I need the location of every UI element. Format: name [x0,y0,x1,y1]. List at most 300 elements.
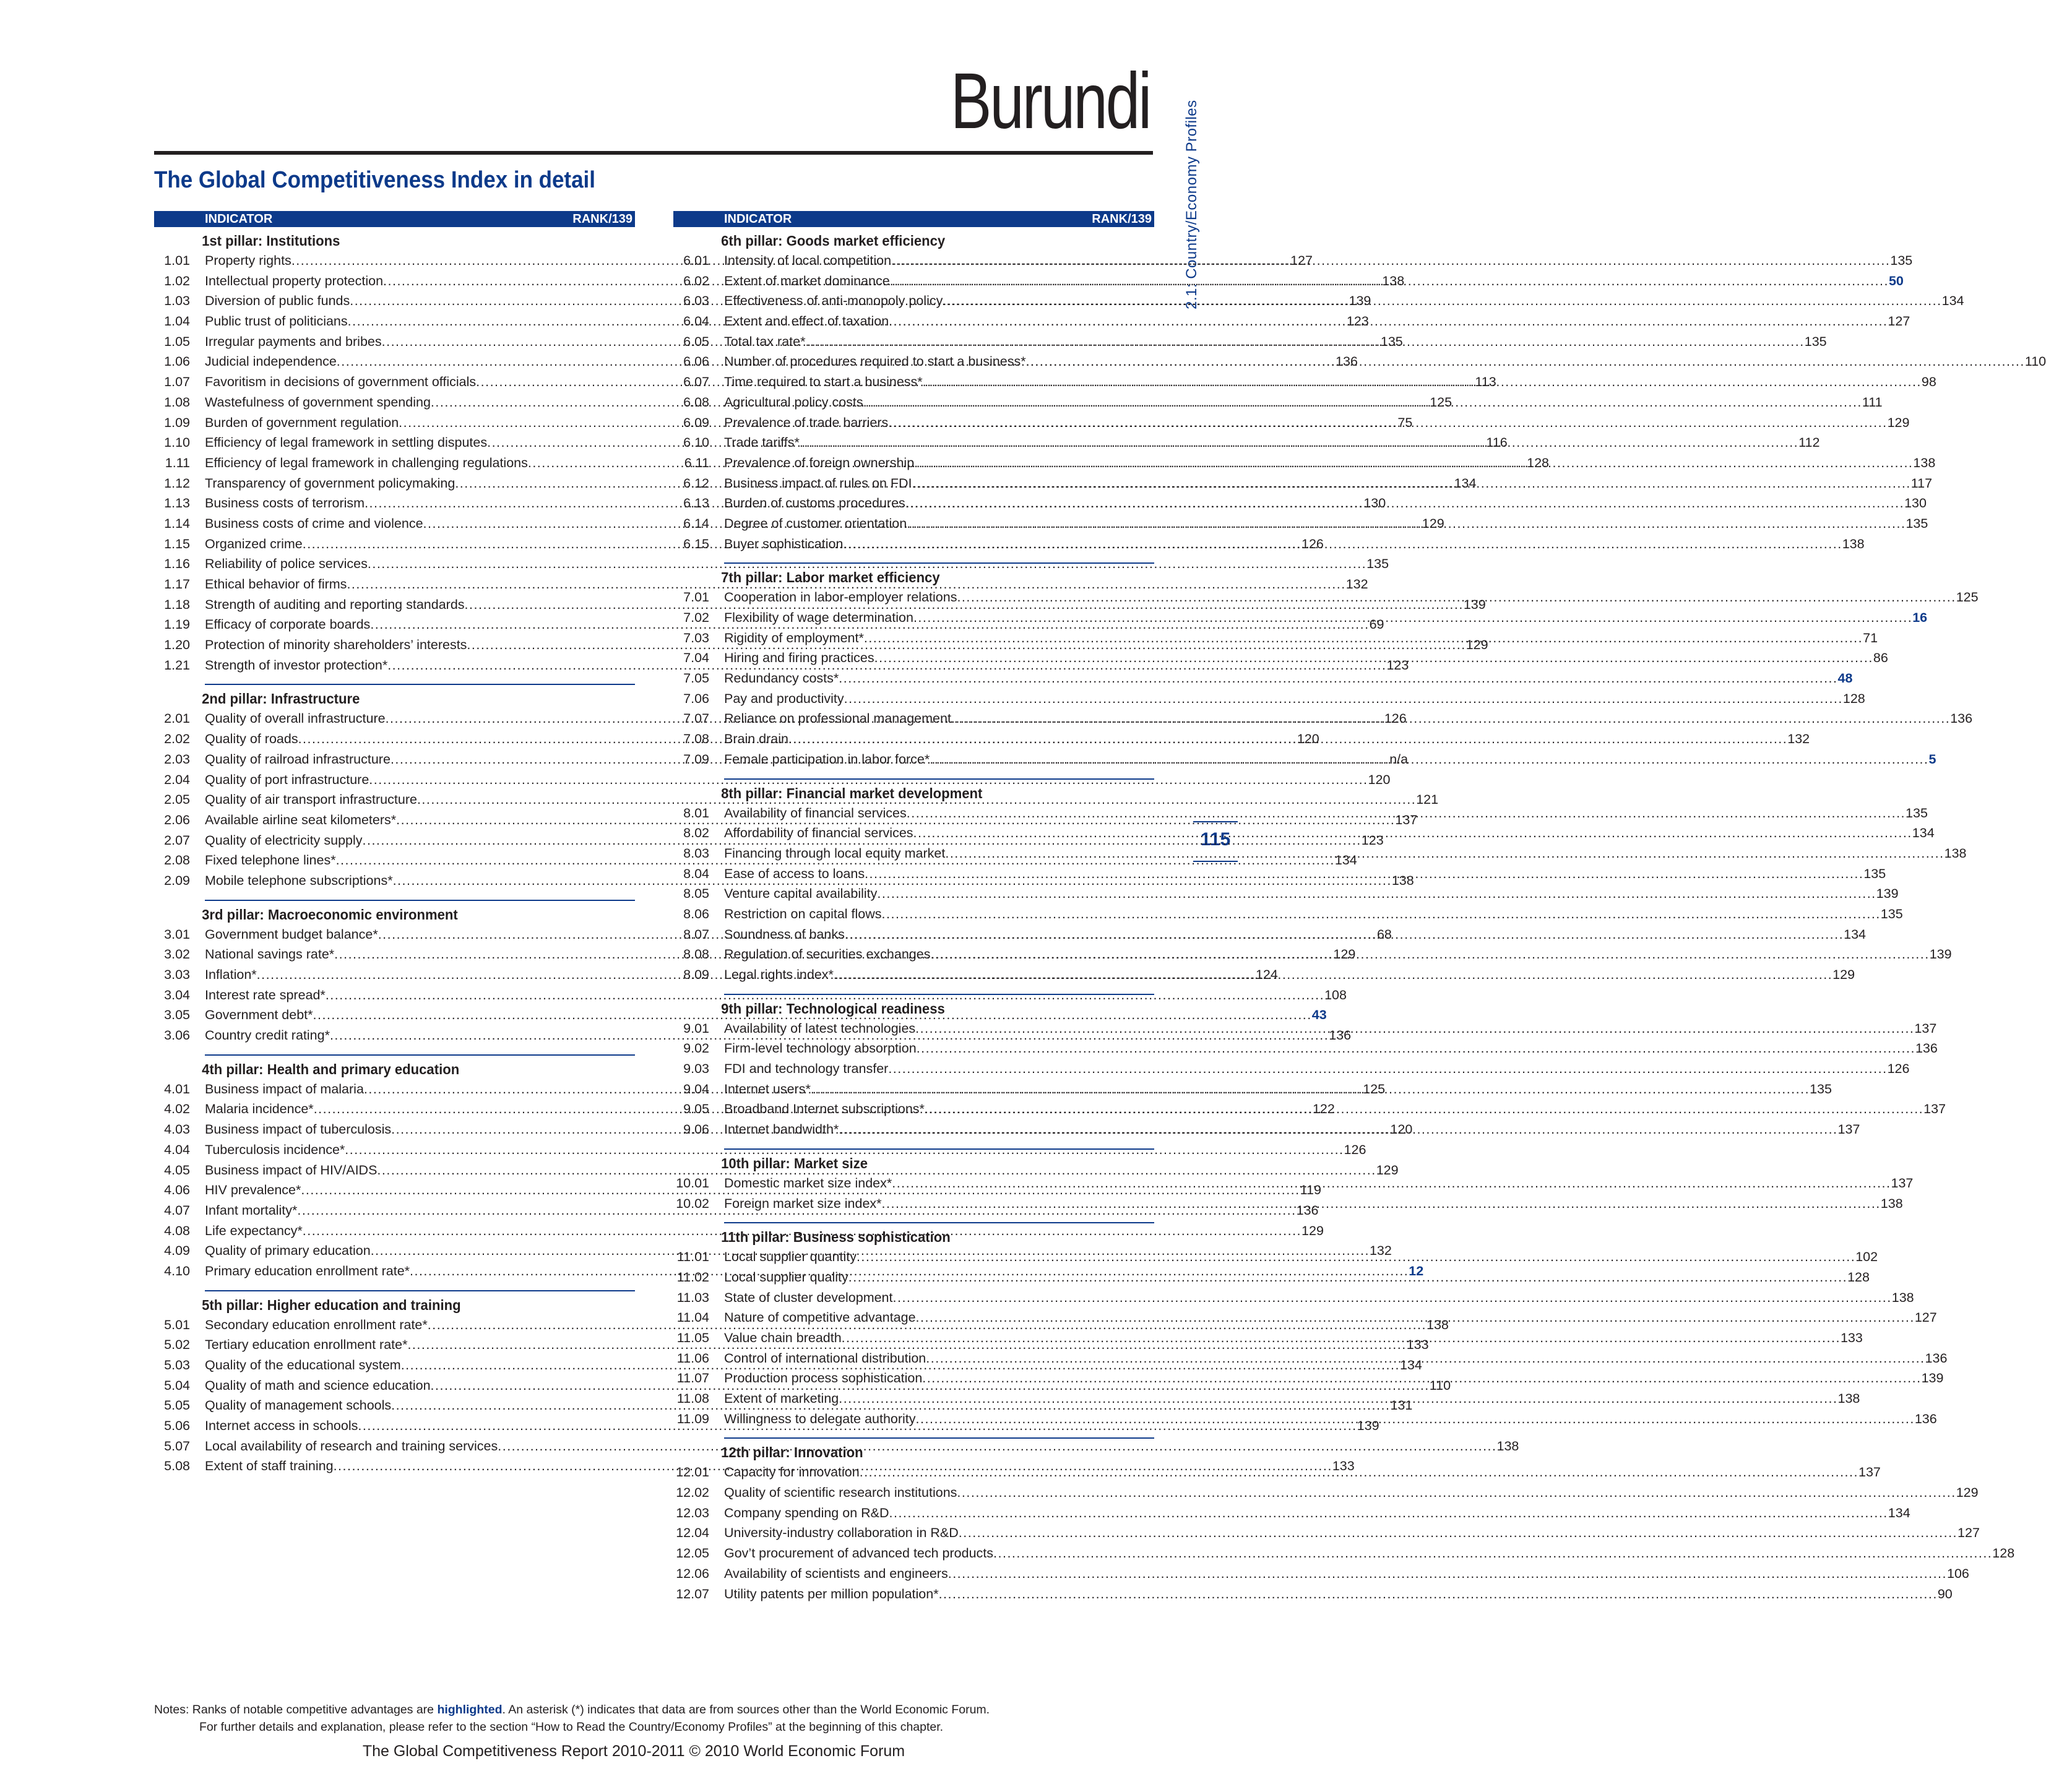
indicator-number: 6.01 [683,253,709,268]
pillar-divider [205,684,635,685]
indicator-rank: 135 [1890,253,1913,268]
indicator-name: Brain drain [724,731,788,747]
indicator-number: 8.03 [683,845,709,861]
indicator-number: 6.06 [683,354,709,369]
indicator-rank: 128 [1992,1546,2015,1561]
indicator-rank: 136 [1950,711,1973,726]
indicator-rank: 125 [1430,394,1452,410]
indicator-number: 3.05 [164,1007,190,1023]
indicator-name: Reliance on professional management [724,711,951,726]
indicator-name: Internet bandwidth* [724,1122,839,1137]
indicator-rank: 131 [1390,1398,1413,1413]
highlighted-rank: 5 [1928,751,1936,767]
indicator-number: 4.07 [164,1202,190,1218]
highlighted-rank: 48 [1837,671,1853,686]
indicator-name: Ethical behavior of firms [205,577,347,592]
indicator-name: Strength of auditing and reporting standards [205,597,465,612]
indicator-name: Utility patents per million population* [724,1586,939,1601]
indicator-name: Mobile telephone subscriptions* [205,872,393,888]
indicator-name: Cooperation in labor-employer relations [724,590,957,605]
indicator-name: Female participation in labor force* [724,751,930,767]
indicator-name: Extent of marketing [724,1391,839,1406]
indicator-rank: 137 [1914,1020,1937,1036]
notes-prefix: Notes: Ranks of notable competitive advantages are [154,1703,438,1717]
dot-leader [877,884,1876,904]
indicator-number: 1.16 [164,556,190,572]
indicator-name: Business costs of crime and violence [205,515,423,531]
pillar-title: 9th pillar: Technological readiness [721,1000,945,1017]
indicator-rank: 135 [1366,556,1389,572]
indicator-name: Financing through local equity market [724,845,946,861]
indicator-rank: 135 [1906,515,1928,531]
pillar-title: 3rd pillar: Macroeconomic environment [202,906,458,923]
pillar-title: 1st pillar: Institutions [202,233,340,249]
indicator-rank: 111 [1862,394,1883,410]
indicator-rank: 129 [1422,515,1444,531]
indicator-rank: 138 [1391,872,1414,888]
indicator-rank: 138 [1913,455,1936,470]
highlighted-rank: 16 [1912,610,1928,625]
indicator-number: 1.12 [164,475,190,491]
indicator-row [673,332,1827,352]
indicator-row [673,1059,1910,1079]
indicator-rank: 136 [1914,1411,1937,1426]
indicator-number: 12.01 [676,1465,709,1480]
pillar-title: 2nd pillar: Infrastructure [202,691,360,707]
indicator-rank: 138 [1944,845,1967,861]
indicator-number: 1.11 [165,455,190,470]
indicator-name: Business costs of terrorism [205,496,365,511]
indicator-rank: 134 [1399,1358,1422,1372]
highlighted-rank: 12 [1409,1263,1424,1278]
indicator-number: 5.07 [164,1438,190,1454]
dot-leader [891,251,1890,271]
indicator-rank: 127 [1888,314,1910,329]
indicator-number: 2.02 [164,731,190,747]
indicator-rank: 128 [1527,455,1549,470]
indicator-rank: 134 [1844,926,1866,942]
indicator-name: Quality of management schools [205,1398,392,1413]
indicator-name: Buyer sophistication [724,536,844,551]
pillar-divider [205,1290,635,1291]
indicator-label-line [724,1564,1969,1584]
indicator-name: Primary education enrollment rate* [205,1263,410,1278]
left-column-header [154,211,635,227]
dot-leader [913,823,1912,843]
indicator-rank: 129 [1887,415,1910,430]
pillar-title: 7th pillar: Labor market efficiency [721,569,940,586]
dot-leader [842,1328,1841,1348]
indicator-number: 6.04 [683,314,709,329]
indicator-name: Inflation* [205,967,257,982]
indicator-name: Government debt* [205,1007,313,1023]
indicator-name: Restriction on capital flows [724,906,882,921]
pillar-title: 5th pillar: Higher education and training [202,1296,461,1313]
dot-leader [930,749,1928,770]
indicator-name: Favoritism in decisions of government officials [205,374,477,390]
indicator-number: 1.09 [164,415,190,430]
indicator-number: 8.01 [683,805,709,821]
indicator-number: 12.05 [676,1546,709,1561]
indicator-rank: n/a [1389,751,1409,767]
dot-leader [788,729,1787,749]
dot-leader [913,608,1912,628]
pillar-divider [724,562,1154,564]
indicator-rank: 127 [1958,1525,1980,1541]
indicator-name: Availability of scientists and engineers [724,1566,948,1581]
indicator-label-line [724,1543,2015,1564]
indicator-header: INDICATOR [205,212,273,226]
dot-leader [860,1462,1858,1483]
dot-leader [923,372,1922,392]
indicator-number: 6.10 [683,435,709,450]
indicator-row [673,493,1927,514]
dot-leader [922,1368,1921,1389]
indicator-rank: 90 [1937,1586,1953,1601]
indicator-row [673,1503,1910,1523]
indicator-rank: 129 [1376,1162,1399,1178]
indicator-number: 6.14 [683,515,709,531]
indicator-number: 3.03 [164,967,190,982]
indicator-rank: 120 [1297,731,1319,747]
highlighted-rank: 50 [1888,273,1904,288]
indicator-name: Wastefulness of government spending [205,394,431,410]
indicator-row [154,985,1347,1006]
indicator-rank: 137 [1837,1122,1860,1137]
dot-leader [844,689,1843,709]
indicator-name: Efficiency of legal framework in challenging regulations [205,455,528,470]
indicator-row [673,884,1899,904]
dot-leader [857,1247,1855,1267]
indicator-row [673,668,1853,689]
pillar-title: 6th pillar: Goods market efficiency [721,233,946,249]
indicator-label-line [724,1267,1870,1288]
indicator-number: 1.03 [164,293,190,309]
indicator-name: National savings rate* [205,947,335,962]
indicator-number: 7.03 [683,630,709,645]
dot-leader [865,864,1863,884]
dot-leader [888,1059,1887,1079]
indicator-rank: 137 [1891,1175,1914,1191]
indicator-name: Available airline seat kilometers* [205,812,397,827]
indicator-label-line [724,493,1927,514]
indicator-number: 8.06 [683,906,709,921]
indicator-rank: 120 [1368,772,1391,787]
indicator-rank: 126 [1344,1142,1366,1157]
dot-leader [864,628,1863,648]
indicator-rank: 124 [1255,967,1278,982]
indicator-rank: 75 [1397,415,1413,430]
indicator-number: 10.02 [676,1195,709,1211]
dot-leader [888,413,1887,433]
indicator-label-line [205,985,1347,1006]
right-column-header [673,211,1154,227]
indicator-number: 7.01 [683,590,709,605]
indicator-name: Business impact of rules on FDI [724,475,912,491]
indicator-rank: 134 [1912,825,1935,841]
dot-leader [889,311,1888,332]
indicator-number: 1.10 [164,435,190,450]
indicator-rank: 138 [1842,536,1865,551]
indicator-number: 1.14 [164,515,190,531]
dot-leader [874,648,1873,668]
indicator-row [673,1483,1979,1503]
dot-leader [993,1543,1992,1564]
pillar-divider [205,900,635,901]
indicator-number: 6.11 [684,455,709,470]
indicator-rank: 121 [1416,792,1439,808]
indicator-name: FDI and technology transfer [724,1061,889,1077]
indicator-number: 11.04 [676,1310,709,1325]
indicator-name: Local availability of research and training services [205,1438,498,1454]
indicator-row [673,1523,1980,1543]
indicator-number: 12.06 [676,1566,709,1581]
indicator-name: Efficacy of corporate boards [205,617,371,632]
rank-header: RANK/139 [1092,212,1152,226]
dot-leader [839,1119,1837,1140]
indicator-name: Quality of roads [205,731,298,747]
indicator-label-line [724,1483,1979,1503]
indicator-number: 1.13 [164,496,190,511]
dot-leader [863,392,1862,413]
indicator-number: 1.06 [164,354,190,369]
indicator-name: Government budget balance* [205,926,378,942]
indicator-name: Redundancy costs* [724,671,839,686]
indicator-name: Extent and effect of taxation [724,314,889,329]
indicator-label-line [205,770,1391,790]
indicator-rank: 132 [1787,731,1810,747]
indicator-name: Tuberculosis incidence* [205,1142,345,1157]
indicator-name: Nature of competitive advantage [724,1310,916,1325]
indicator-name: Quality of math and science education [205,1377,431,1393]
indicator-number: 5.05 [164,1398,190,1413]
indicator-rank: 69 [1369,617,1384,632]
indicator-label-line [724,1503,1910,1523]
notes-highlight-word: highlighted [437,1703,503,1717]
indicator-name: Country credit rating* [205,1028,330,1043]
dot-leader [930,944,1929,965]
indicator-number: 1.05 [164,334,190,349]
pillar-divider [724,1222,1154,1223]
pillar-title: 8th pillar: Financial market development [721,785,983,801]
indicator-number: 6.12 [683,475,709,491]
indicator-rank: 139 [1357,1418,1379,1434]
indicator-number: 5.01 [164,1317,190,1332]
indicator-name: Irregular payments and bribes [205,334,382,349]
indicator-name: Infant mortality* [205,1202,298,1218]
indicator-number: 4.06 [164,1182,190,1198]
indicator-rank: 126 [1301,536,1324,551]
indicator-number: 1.18 [164,597,190,612]
indicator-row [673,689,1865,709]
indicator-rank: 134 [1454,475,1477,491]
rank-header: RANK/139 [572,212,632,226]
indicator-rank: 136 [1329,1028,1352,1043]
indicator-rank: 128 [1842,691,1865,706]
indicator-rank: 136 [1925,1350,1948,1366]
indicator-rank: 136 [1915,1041,1938,1056]
indicator-name: Internet users* [724,1081,811,1096]
notes-rest: . An asterisk (*) indicates that data are from sources other than the World Economic Forum. [502,1703,990,1717]
indicator-rank: 135 [1804,334,1827,349]
indicator-rank: 110 [2024,354,2046,369]
indicator-name: Agricultural policy costs [724,394,863,410]
indicator-name: Broadband Internet subscriptions* [724,1101,925,1117]
indicator-label-line [724,1584,1953,1605]
indicator-number: 3.01 [164,926,190,942]
indicator-number: 1.15 [164,536,190,551]
dot-leader [916,1409,1915,1429]
indicator-name: Hiring and firing practices [724,650,874,666]
dot-leader [925,1099,1923,1119]
dot-leader [845,924,1844,945]
indicator-number: 8.02 [683,825,709,841]
pillar-title: 11th pillar: Business sophistication [721,1229,951,1246]
indicator-number: 9.01 [683,1020,709,1036]
indicator-label-line [724,332,1827,352]
indicator-name: Quality of port infrastructure [205,772,369,787]
indicator-number: 7.04 [683,650,709,666]
indicator-name: Public trust of politicians [205,314,348,329]
indicator-name: Strength of investor protection* [205,657,388,673]
notes-line-2: For further details and explanation, please refer to the section “How to Read the Country/Economy Profiles” at the beginning of this chapter. [199,1720,944,1734]
indicator-name: Extent of staff training [205,1458,334,1474]
indicator-name: Life expectancy* [205,1223,303,1238]
indicator-name: Quality of air transport infrastructure [205,792,417,808]
indicator-rank: 110 [1429,1377,1451,1393]
indicator-number: 6.05 [683,334,709,349]
indicator-rank: 127 [1914,1310,1937,1325]
dot-leader [811,1079,1810,1100]
indicator-label-line [724,884,1899,904]
indicator-rank: 138 [1427,1317,1449,1332]
indicator-name: Fixed telephone lines* [205,853,336,868]
indicator-name: Flexibility of wage determination [724,610,913,625]
indicator-number: 4.02 [164,1101,190,1117]
indicator-name: Business impact of malaria [205,1081,364,1096]
indicator-number: 11.02 [676,1269,709,1285]
indicator-number: 9.03 [683,1061,709,1077]
dot-leader [889,1503,1888,1523]
indicator-name: Regulation of securities exchanges [724,947,931,962]
indicator-row [673,904,1903,924]
indicator-number: 11.05 [676,1330,709,1345]
indicator-name: Quality of the educational system [205,1358,401,1372]
dot-leader [914,453,1913,473]
pillar-divider [724,1148,1154,1150]
indicator-row [673,1038,1938,1059]
indicator-number: 3.02 [164,947,190,962]
indicator-name: Willingness to delegate authority [724,1411,916,1426]
section-title: The Global Competitiveness Index in detail [154,167,595,193]
indicator-number: 11.06 [676,1350,709,1366]
indicator-number: 4.03 [164,1122,190,1137]
indicator-number: 12.02 [676,1485,709,1501]
dot-leader [912,473,1911,494]
indicator-name: Business impact of tuberculosis [205,1122,392,1137]
indicator-name: Ease of access to loans [724,866,865,881]
pillar-divider [724,1437,1154,1439]
indicator-rank: 113 [1475,374,1496,390]
indicator-name: Domestic market size index* [724,1175,892,1191]
indicator-name: Company spending on R&D [724,1505,889,1520]
indicator-rank: 127 [1290,253,1313,268]
indicator-name: Number of procedures required to start a business* [724,354,1026,369]
pillar-divider [724,994,1154,995]
indicator-name: Effectiveness of anti-monopoly policy [724,293,943,309]
indicator-name: Venture capital availability [724,886,878,902]
indicator-label-line [724,1059,1910,1079]
indicator-rank: 129 [1832,967,1855,982]
dot-leader [907,803,1906,824]
dot-leader [951,709,1950,729]
indicator-rank: 133 [1332,1458,1355,1474]
indicator-label-line [724,1328,1863,1348]
indicator-name: Affordability of financial services [724,825,913,841]
indicator-name: Diversion of public funds [205,293,350,309]
indicator-rank: 139 [1921,1371,1944,1386]
indicator-name: Legal rights index* [724,967,834,982]
indicator-rank: 119 [1300,1182,1321,1198]
indicator-rank: 126 [1887,1061,1910,1077]
indicator-row [154,554,1389,574]
dot-leader [926,1348,1925,1369]
indicator-rank: 130 [1904,496,1927,511]
indicator-rank: 136 [1336,354,1358,369]
indicator-row [673,1288,1914,1308]
indicator-number: 2.03 [164,751,190,767]
indicator-row [673,1584,1953,1605]
indicator-rank: 112 [1798,435,1820,450]
indicator-label-line [724,689,1865,709]
pillar-divider [205,1054,635,1056]
indicator-rank: 133 [1840,1330,1863,1345]
indicator-row [673,1564,1969,1584]
indicator-rank: 129 [1301,1223,1324,1238]
indicator-number: 11.08 [676,1391,709,1406]
indicator-label-line [724,668,1853,689]
indicator-name: Total tax rate* [724,334,806,349]
indicator-rank: 137 [1858,1465,1881,1480]
indicator-number: 10.01 [676,1175,709,1191]
indicator-number: 11.07 [676,1371,709,1386]
indicator-row [673,1368,1944,1389]
indicator-name: Intensity of local competition [724,253,892,268]
dot-leader [1026,351,2025,372]
indicator-number: 8.08 [683,947,709,962]
indicator-name: Tertiary education enrollment rate* [205,1337,408,1353]
indicator-rank: 137 [1395,812,1418,827]
indicator-number: 8.09 [683,967,709,982]
indicator-rank: 120 [1390,1122,1413,1137]
indicator-rank: 123 [1386,657,1409,673]
indicator-name: Intellectual property protection [205,273,384,288]
dot-leader [945,843,1944,864]
dot-leader [948,1564,1947,1584]
dot-leader [939,1584,1938,1605]
indicator-number: 6.02 [683,273,709,288]
indicator-number: 8.05 [683,886,709,902]
indicator-name: Judicial independence [205,354,337,369]
indicator-name: Extent of market dominance [724,273,890,288]
indicator-rank: 139 [1929,947,1952,962]
indicator-number: 7.07 [683,711,709,726]
indicator-name: University-industry collaboration in R&D [724,1525,959,1541]
indicator-number: 8.04 [683,866,709,881]
notes [154,1701,990,1736]
indicator-number: 4.04 [164,1142,190,1157]
indicator-name: Interest rate spread* [205,987,326,1002]
